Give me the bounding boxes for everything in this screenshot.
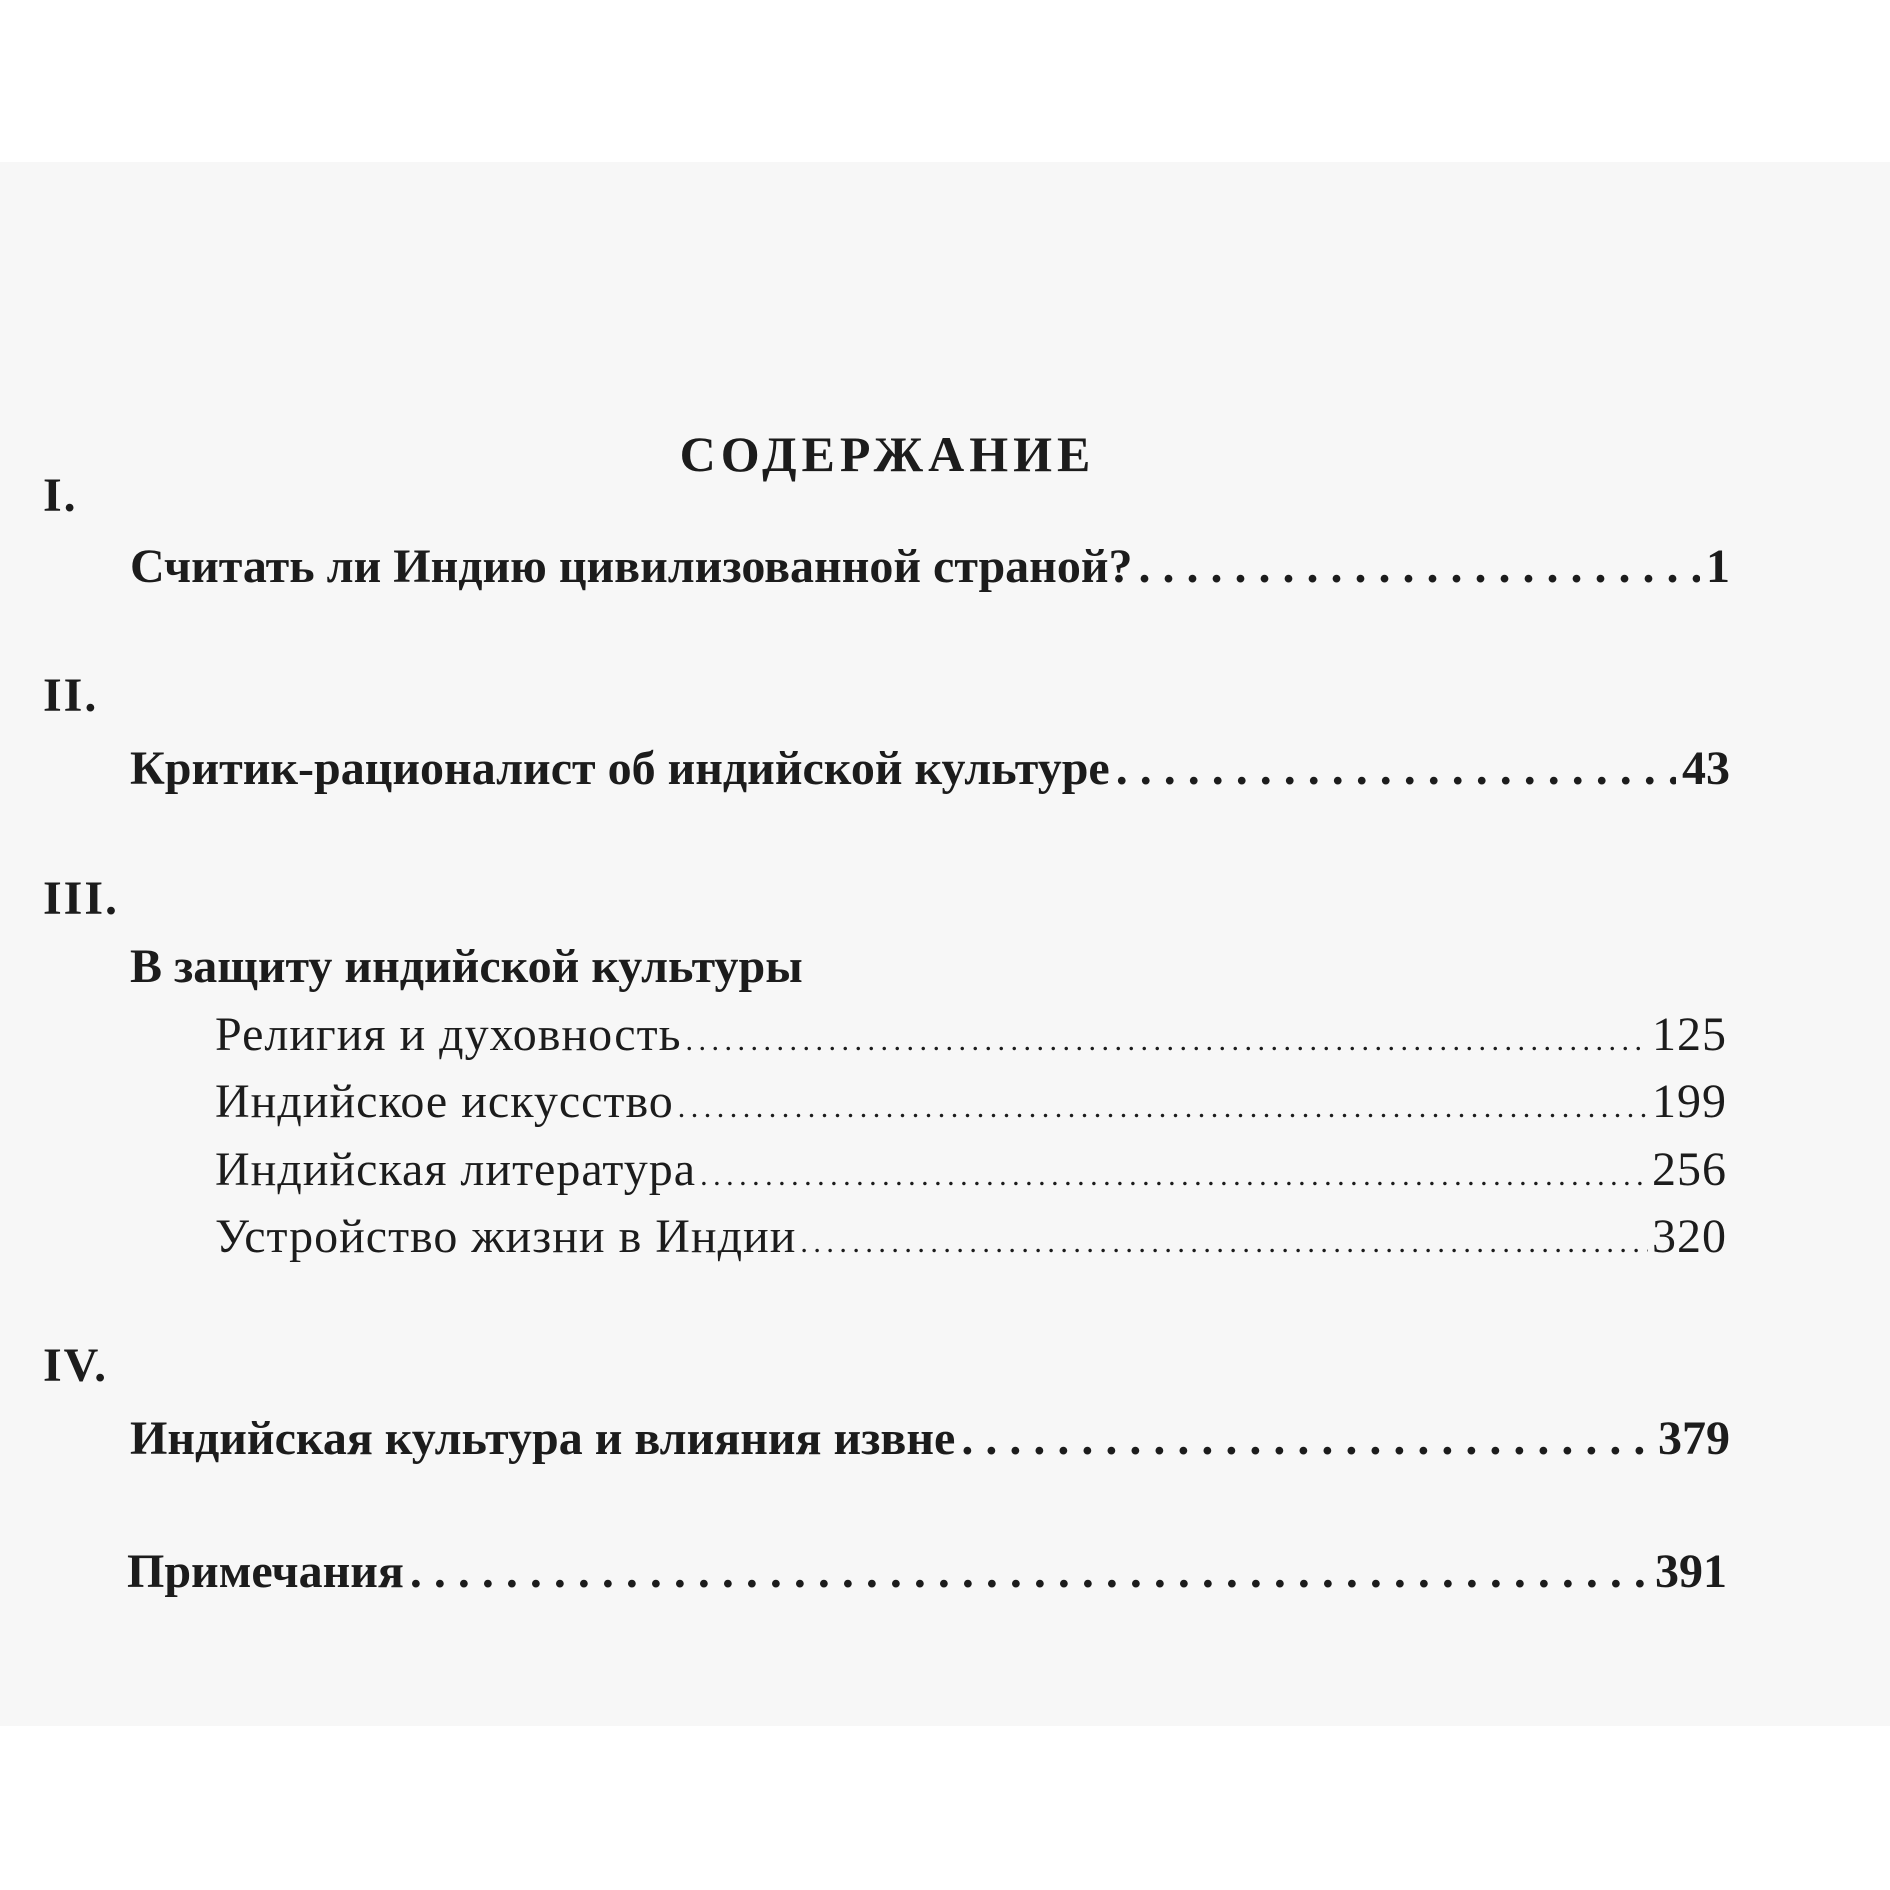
dot-leader bbox=[700, 1146, 1648, 1206]
toc-entry-label: Индийская литература bbox=[215, 1143, 697, 1196]
toc-entry-label: Индийское искусство bbox=[215, 1075, 674, 1128]
toc-entry-page: 320 bbox=[1652, 1210, 1727, 1263]
toc-entry-label: Устройство жизни в Индии bbox=[215, 1210, 797, 1263]
toc-entry-label: Критик-рационалист об индийской культуре bbox=[130, 742, 1110, 795]
toc-entry-label: Считать ли Индию цивилизованной страной? bbox=[130, 540, 1133, 593]
toc-entry-label: Индийская культура и влияния извне bbox=[130, 1412, 956, 1465]
toc-entry-label: Примечания bbox=[127, 1545, 404, 1598]
section-numeral-1: I. bbox=[43, 469, 78, 522]
dot-leader bbox=[961, 1409, 1652, 1469]
dot-leader bbox=[800, 1213, 1648, 1273]
toc-entry-page: 1 bbox=[1706, 540, 1730, 593]
dot-leader bbox=[685, 1011, 1648, 1071]
book-page bbox=[0, 162, 1890, 1726]
toc-entry-notes[interactable] bbox=[127, 1542, 1727, 1602]
toc-subentry-4[interactable] bbox=[215, 1207, 1727, 1273]
toc-entry-page: 125 bbox=[1652, 1008, 1727, 1061]
toc-entry-section-2[interactable] bbox=[130, 739, 1730, 799]
toc-entry-page: 379 bbox=[1658, 1412, 1730, 1465]
dot-leader bbox=[1139, 537, 1701, 597]
toc-subentry-1[interactable] bbox=[215, 1005, 1727, 1071]
dot-leader bbox=[1116, 739, 1676, 799]
dot-leader bbox=[678, 1078, 1648, 1138]
toc-entry-section-1[interactable] bbox=[130, 537, 1730, 597]
section-numeral-2: II. bbox=[43, 669, 99, 722]
toc-entry-label: Религия и духовность bbox=[215, 1008, 682, 1061]
toc-entry-page: 199 bbox=[1652, 1075, 1727, 1128]
dot-leader bbox=[410, 1542, 1649, 1602]
section-numeral-4: IV. bbox=[43, 1339, 109, 1392]
toc-subentry-2[interactable] bbox=[215, 1072, 1727, 1138]
toc-entry-page: 391 bbox=[1655, 1545, 1727, 1598]
toc-entry-page: 43 bbox=[1682, 742, 1730, 795]
section-heading-3: В защиту индийской культуры bbox=[130, 940, 803, 993]
toc-entry-section-4[interactable] bbox=[130, 1409, 1730, 1469]
toc-entry-page: 256 bbox=[1652, 1143, 1727, 1196]
section-numeral-3: III. bbox=[43, 872, 120, 925]
page-title: СОДЕРЖАНИЕ bbox=[679, 426, 1096, 482]
toc-subentry-3[interactable] bbox=[215, 1140, 1727, 1206]
